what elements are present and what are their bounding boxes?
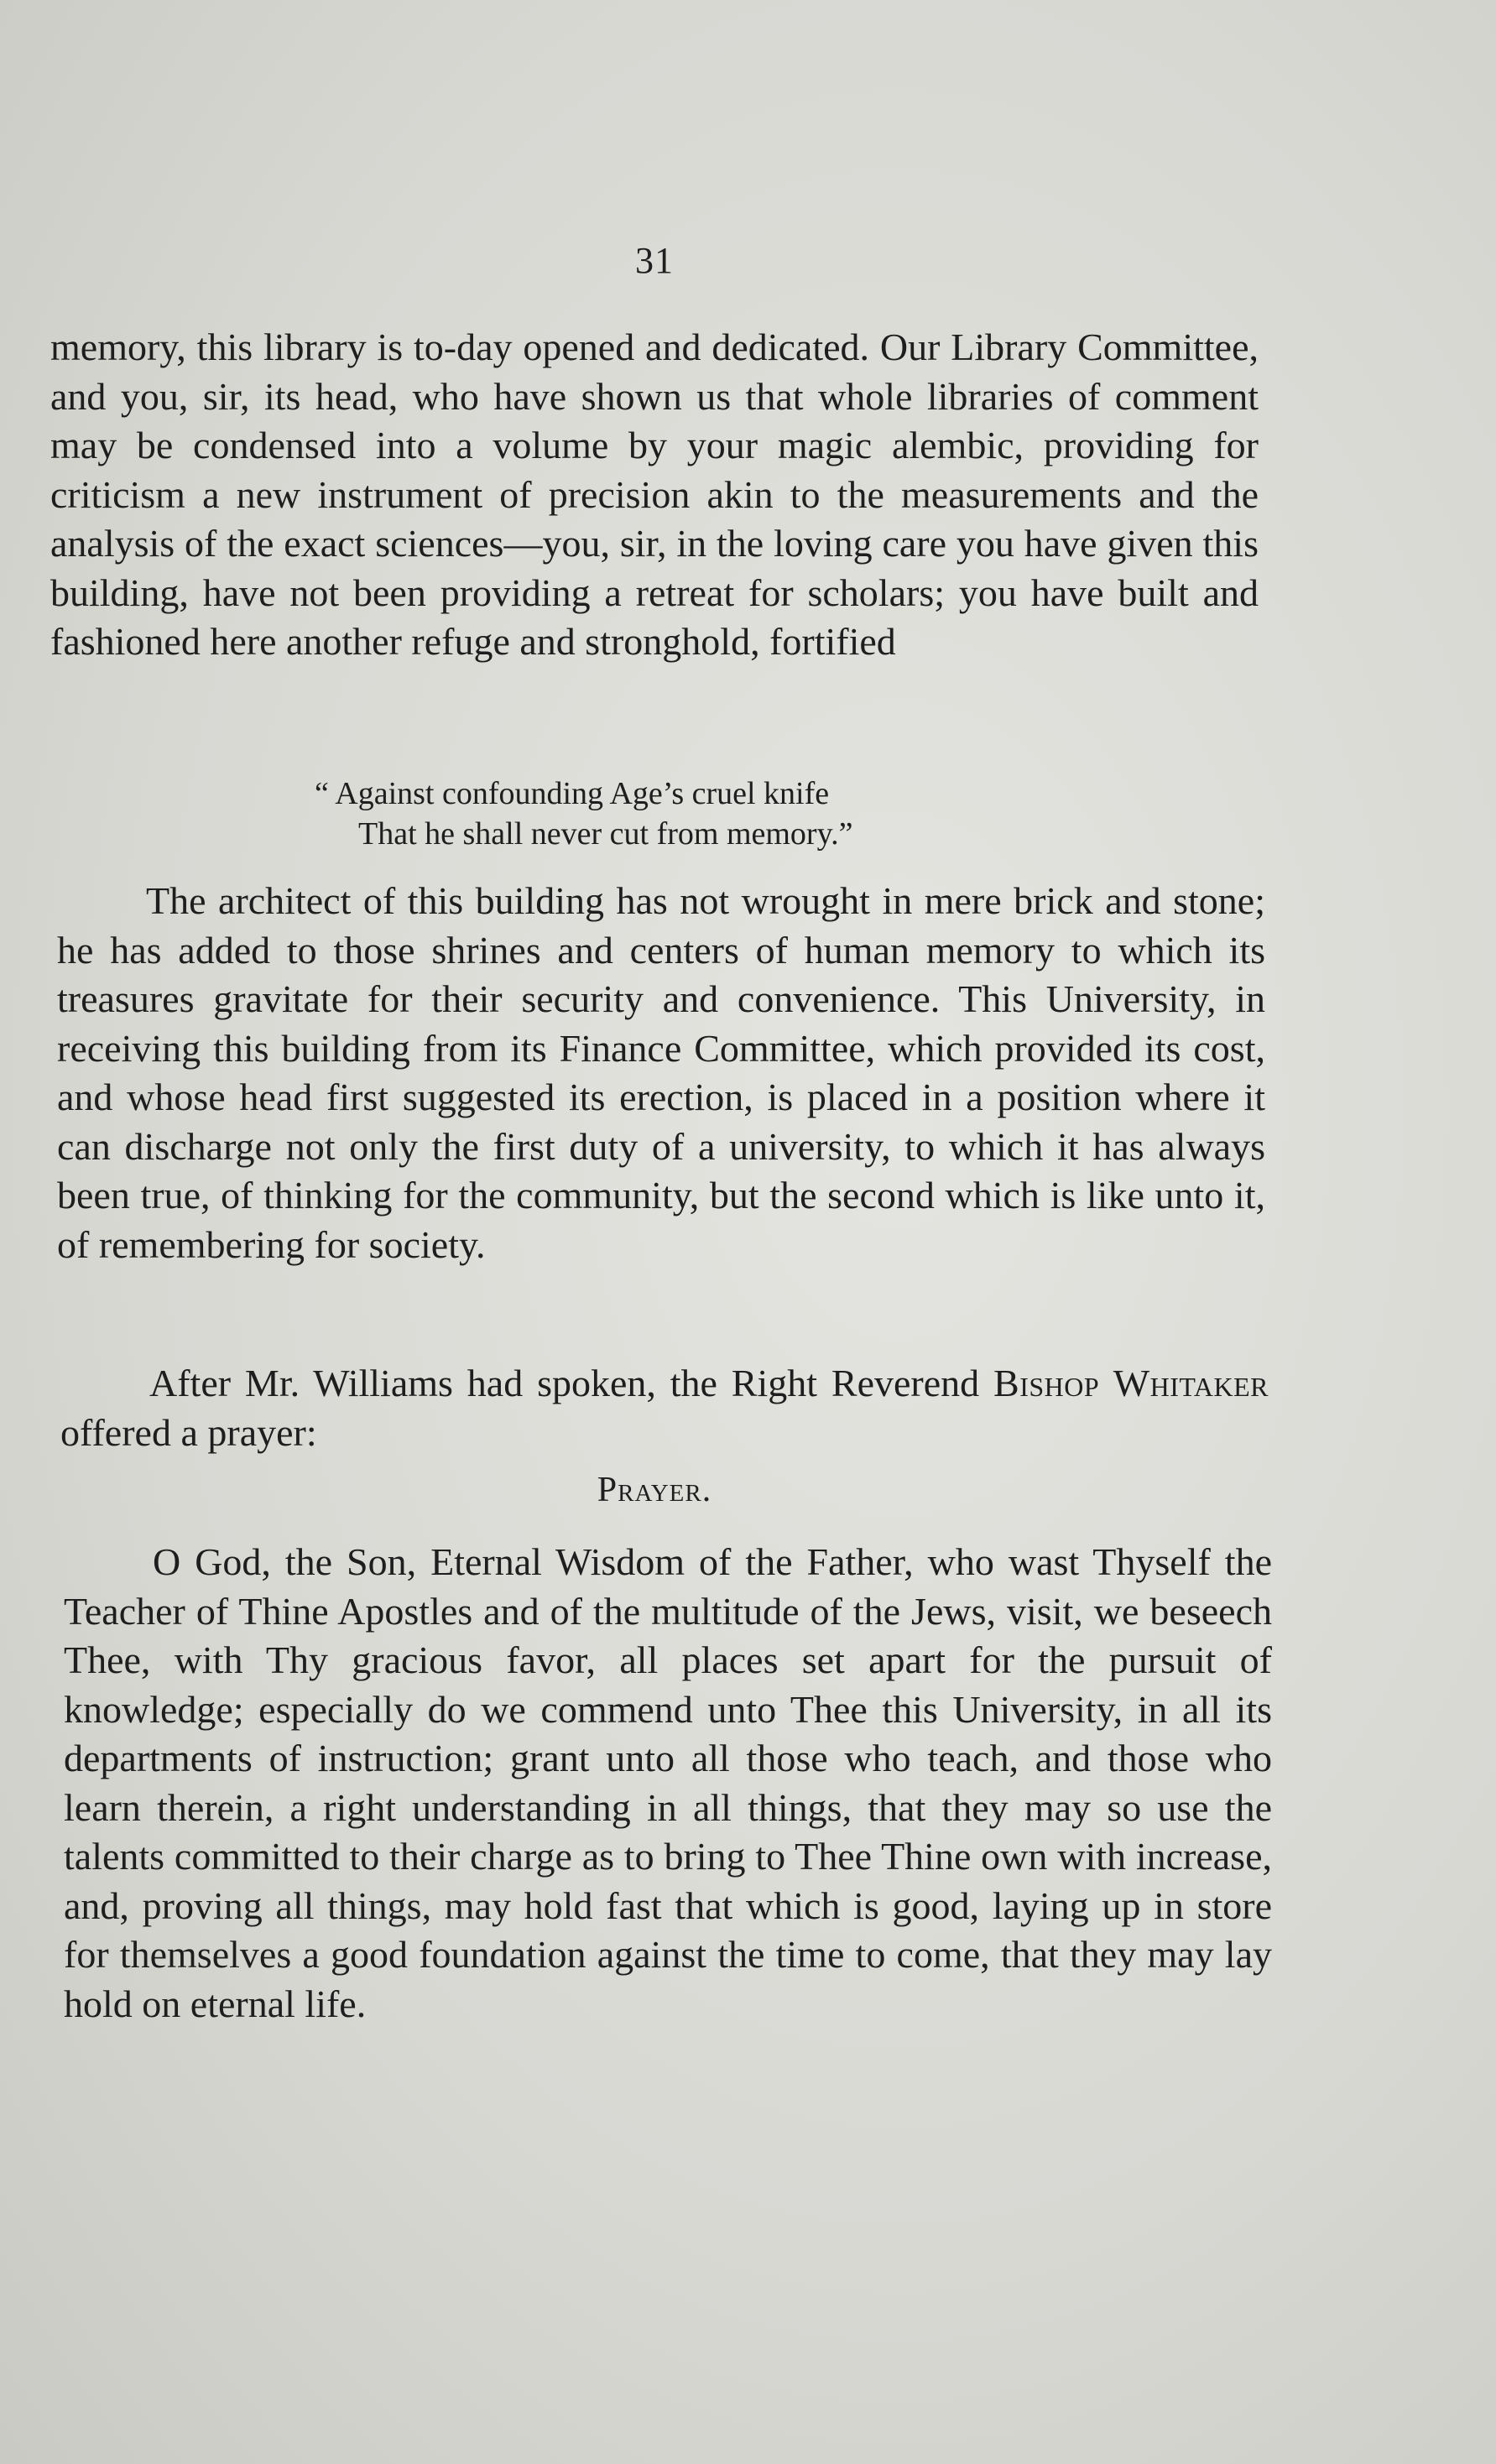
page-number: 31: [635, 240, 674, 281]
verse-quote: [315, 774, 1070, 854]
paragraph-bishop-text: [60, 1359, 1269, 1457]
paragraph-prayer: [64, 1538, 1272, 2029]
bishop-text-after: offered a prayer:: [60, 1410, 317, 1454]
prayer-heading: Prayer.: [597, 1471, 712, 1509]
bishop-text-before: After Mr. Williams had spoken, the Right Reverend: [149, 1362, 994, 1404]
paragraph-prayer-text: O God, the Son, Eternal Wisdom of the Father, who wast Thyself the Teacher of Thine Apostles and of the multitude of the Jews, visit, we beseech Thee, with Thy gracious favor, all places set apart for the pursuit of knowledge; especially do we commend unto Thee this University, in all its departments of instruction; grant unto all those who teach, and those who learn therein, a right understanding in all things, that they may so use the talents committed to their charge as to bring to Thee Thine own with increase, and, proving all things, may hold fast that which is good, laying up in store for themselves a good foundation against the time to come, that they may lay hold on eternal life.: [64, 1540, 1272, 2025]
bishop-name: Bishop Whitaker: [993, 1362, 1269, 1404]
paragraph-bishop: [60, 1359, 1269, 1457]
paragraph-architect-text: The architect of this building has not wrought in mere brick and stone; he has added to those shrines and centers of human memory to which its treasures gravitate for their security and convenience. This University, in receiving this building from its Finance Committee, which provided its cost, and whose head first suggested its erection, is placed in a position where it can discharge not only the first duty of a university, to which it has always been true, of thinking for the community, but the second which is like unto it, of remembering for society.: [57, 879, 1265, 1266]
verse-line-1: “ Against confounding Age’s cruel knife: [315, 776, 830, 811]
verse-line-2: That he shall never cut from memory.”: [358, 816, 853, 852]
paragraph-dedication-text: memory, this library is to-day opened and dedicated. Our Library Committee, and you, sir, its head, who have shown us that whole libraries of comment may be condensed into a volume by your magic alembic, providing for criticism a new instrument of precision akin to the measurements and the analysis of the exact sciences—you, sir, in the loving care you have given this building, have not been providing a retreat for scholars; you have built and fashioned here another refuge and stronghold, fortified: [50, 326, 1259, 663]
paragraph-architect: [57, 877, 1265, 1269]
paragraph-dedication: [50, 323, 1259, 667]
